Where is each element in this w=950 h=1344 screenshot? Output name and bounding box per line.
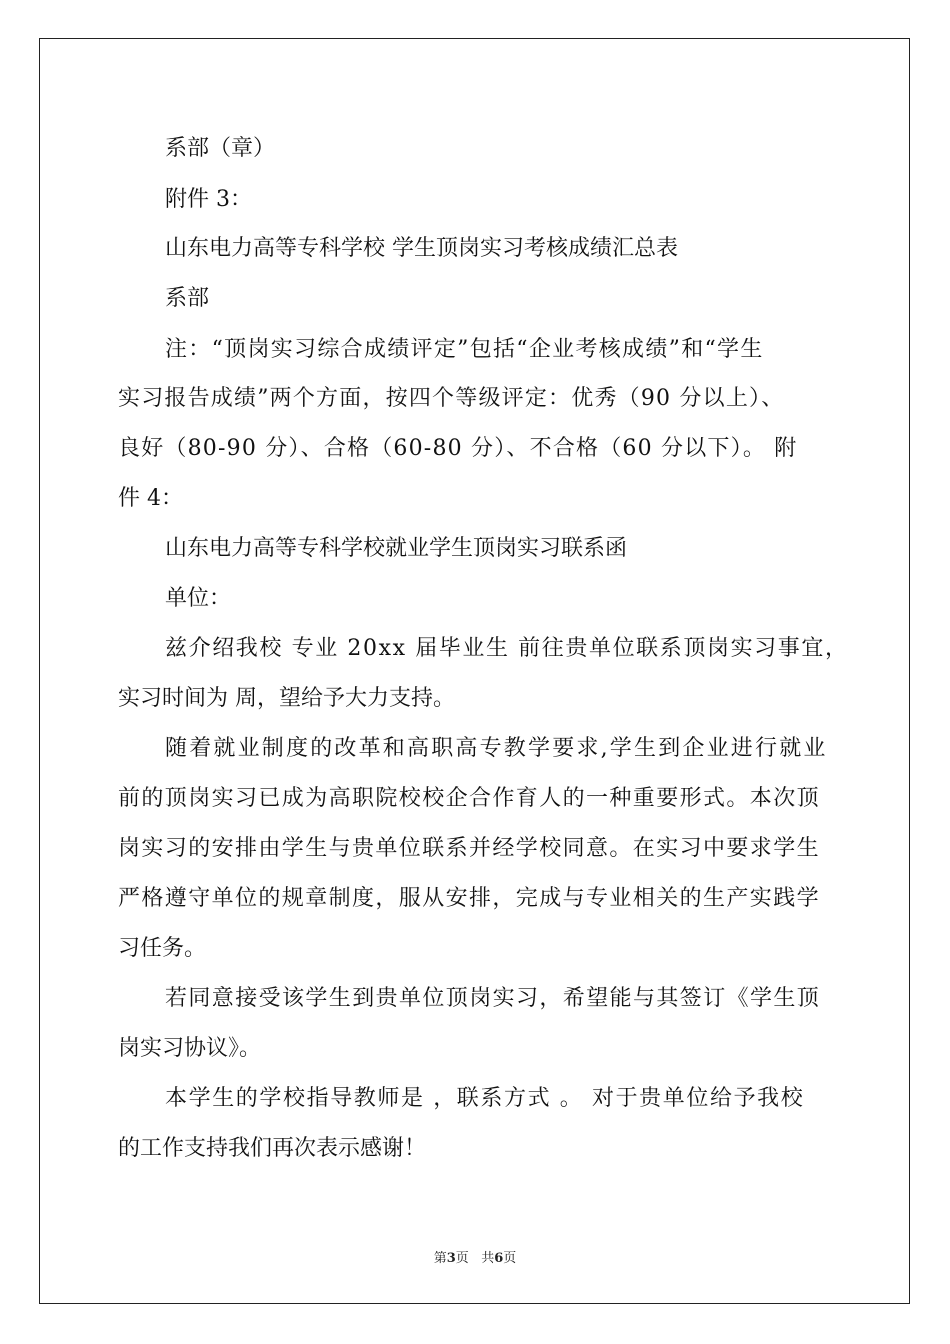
letter-title: 山东电力高等专科学校就业学生顶岗实习联系函 xyxy=(165,536,628,561)
page-current: 3 xyxy=(446,1251,456,1266)
intro-line-1: 兹介绍我校 专业 20xx 届毕业生 前往贵单位联系顶岗实习事宜， xyxy=(165,636,849,661)
recipient-line: 单位： xyxy=(165,586,232,611)
dept-seal-line: 系部（章） xyxy=(165,136,276,161)
attachment-4-label: 件 4： xyxy=(118,486,183,511)
note-line-3: 良好（80-90 分）、合格（60-80 分）、不合格（60 分以下）。 附 xyxy=(118,436,798,461)
para-line-2: 前的顶岗实习已成为高职院校校企合作育人的一种重要形式。本次顶 xyxy=(118,786,821,811)
intro-line-2: 实习时间为 周，望给予大力支持。 xyxy=(118,686,455,711)
summary-table-title: 山东电力高等专科学校 学生顶岗实习考核成绩汇总表 xyxy=(165,236,678,261)
page-number-footer xyxy=(0,1247,950,1266)
page-prefix: 第 xyxy=(433,1251,447,1266)
total-prefix: 共 xyxy=(481,1251,495,1266)
page-suffix: 页 xyxy=(455,1251,469,1266)
agree-line-2: 岗实习协议》。 xyxy=(118,1036,262,1061)
para-line-3: 岗实习的安排由学生与贵单位联系并经学校同意。在实习中要求学生 xyxy=(118,836,821,861)
para-line-5: 习任务。 xyxy=(118,936,207,961)
para-line-1: 随着就业制度的改革和高职高专教学要求,学生到企业进行就业 xyxy=(165,736,828,761)
note-line-1: 注：“顶岗实习综合成绩评定”包括“企业考核成绩”和“学生 xyxy=(165,337,764,362)
attachment-3-label: 附件 3： xyxy=(165,187,252,212)
note-line-2: 实习报告成绩”两个方面，按四个等级评定：优秀（90 分以上）、 xyxy=(118,386,785,411)
total-suffix: 页 xyxy=(503,1251,517,1266)
page-total: 6 xyxy=(494,1251,504,1266)
para-line-4: 严格遵守单位的规章制度，服从安排，完成与专业相关的生产实践学 xyxy=(118,886,821,911)
agree-line-1: 若同意接受该学生到贵单位顶岗实习，希望能与其签订《学生顶 xyxy=(165,986,821,1011)
teacher-line-1: 本学生的学校指导教师是 ，联系方式 。 对于贵单位给予我校 xyxy=(165,1086,805,1111)
teacher-line-2: 的工作支持我们再次表示感谢！ xyxy=(118,1136,427,1161)
dept-label: 系部 xyxy=(165,286,210,311)
page-frame xyxy=(39,38,910,1304)
